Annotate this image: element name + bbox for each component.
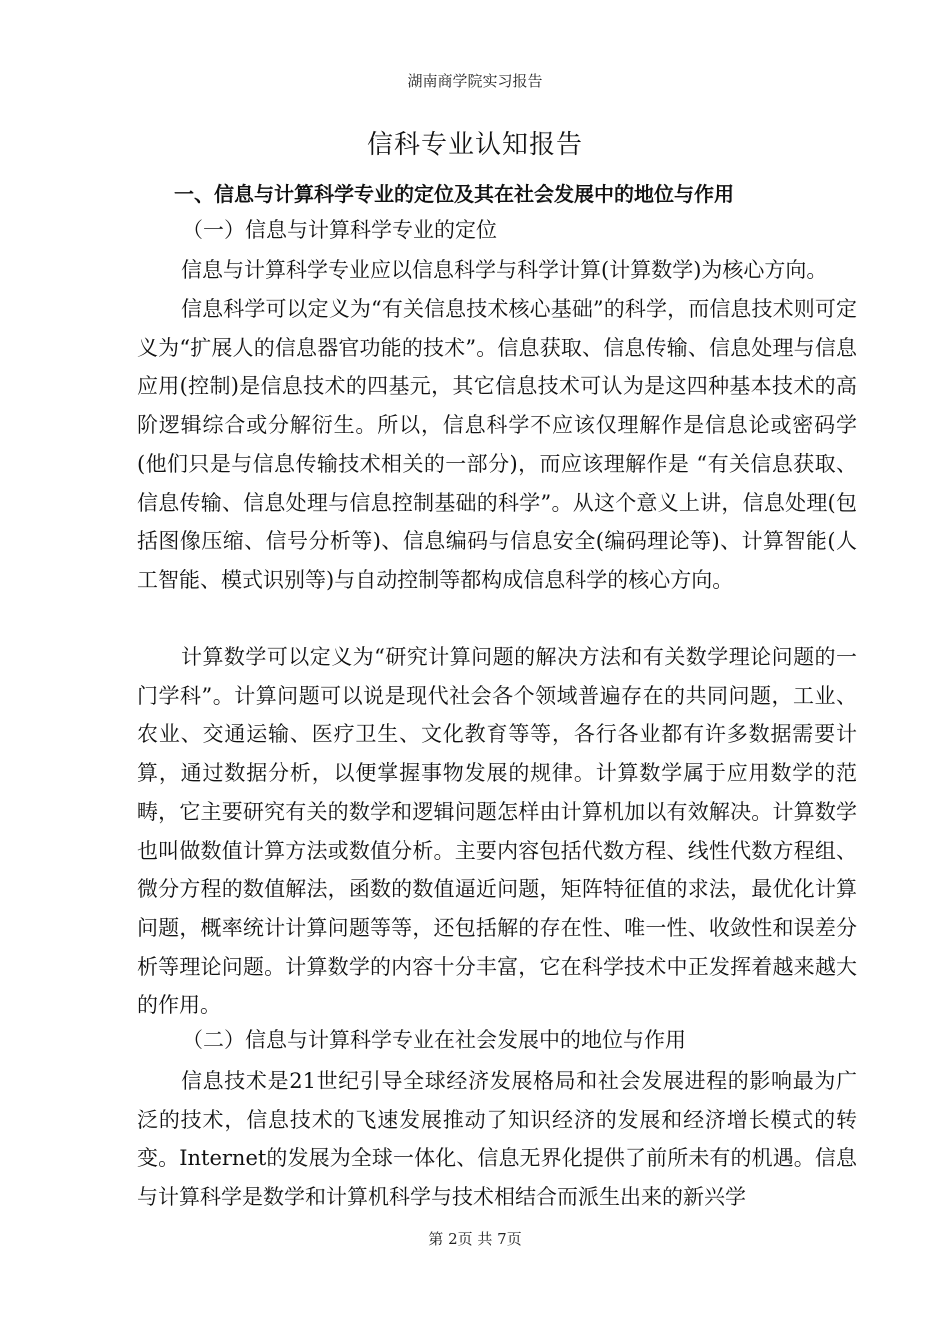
paragraph: 信息技术是21世纪引导全球经济发展格局和社会发展进程的影响最为广泛的技术，信息技术的飞速发展推动了知识经济的发展和经济增长模式的转变。Internet的发展为全球一体化、信息无界化提供了前所未有的机遇。信息与计算科学是数学和计算机科学与技术相结合而派生出来的新兴学: [137, 1069, 857, 1210]
document-title: 信科专业认知报告: [366, 130, 583, 160]
subsection-heading: （二）信息与计算科学专业在社会发展中的地位与作用: [182, 1028, 686, 1052]
paragraph: 计算数学可以定义为“研究计算问题的解决方法和有关数学理论问题的一门学科”。计算问题可以说是现代社会各个领域普遍存在的共同问题，工业、农业、交通运输、医疗卫生、文化教育等等，各行各业都有许多数据需要计算，通过数据分析，以便掌握事物发展的规律。计算数学属于应用数学的范畴，它主要研究有关的数学和逻辑问题怎样由计算机加以有效解决。计算数学也叫做数值计算方法或数值分析。主要内容包括代数方程、线性代数方程组、微分方程的数值解法，函数的数值逼近问题，矩阵特征值的求法，最优化计算问题，概率统计计算问题等等，还包括解的存在性、唯一性、收敛性和误差分析等理论问题。计算数学的内容十分丰富，它在科学技术中正发挥着越来越大的作用。: [137, 645, 857, 1018]
page-footer: 第 2页 共 7页: [428, 1230, 522, 1248]
section-heading: 一、信息与计算科学专业的定位及其在社会发展中的地位与作用: [174, 182, 734, 206]
subsection-heading: （一）信息与计算科学专业的定位: [182, 218, 497, 242]
paragraph: 信息科学可以定义为“有关信息技术核心基础”的科学，而信息技术则可定义为“扩展人的信息器官功能的技术”。信息获取、信息传输、信息处理与信息应用(控制)是信息技术的四基元，其它信息技术可认为是这四种基本技术的高阶逻辑综合或分解衍生。所以，信息科学不应该仅理解作是信息论或密码学(他们只是与信息传输技术相关的一部分)，而应该理解作是 “有关信息获取、信息传输、信息处理与信息控制基础的科学”。从这个意义上讲，信息处理(包括图像压缩、信号分析等)、信息编码与信息安全(编码理论等)、计算智能(人工智能、模式识别等)与自动控制等都构成信息科学的核心方向。: [137, 297, 857, 592]
running-header: 湖南商学院实习报告: [407, 72, 543, 90]
paragraph: 信息与计算科学专业应以信息科学与科学计算(计算数学)为核心方向。: [181, 258, 828, 282]
